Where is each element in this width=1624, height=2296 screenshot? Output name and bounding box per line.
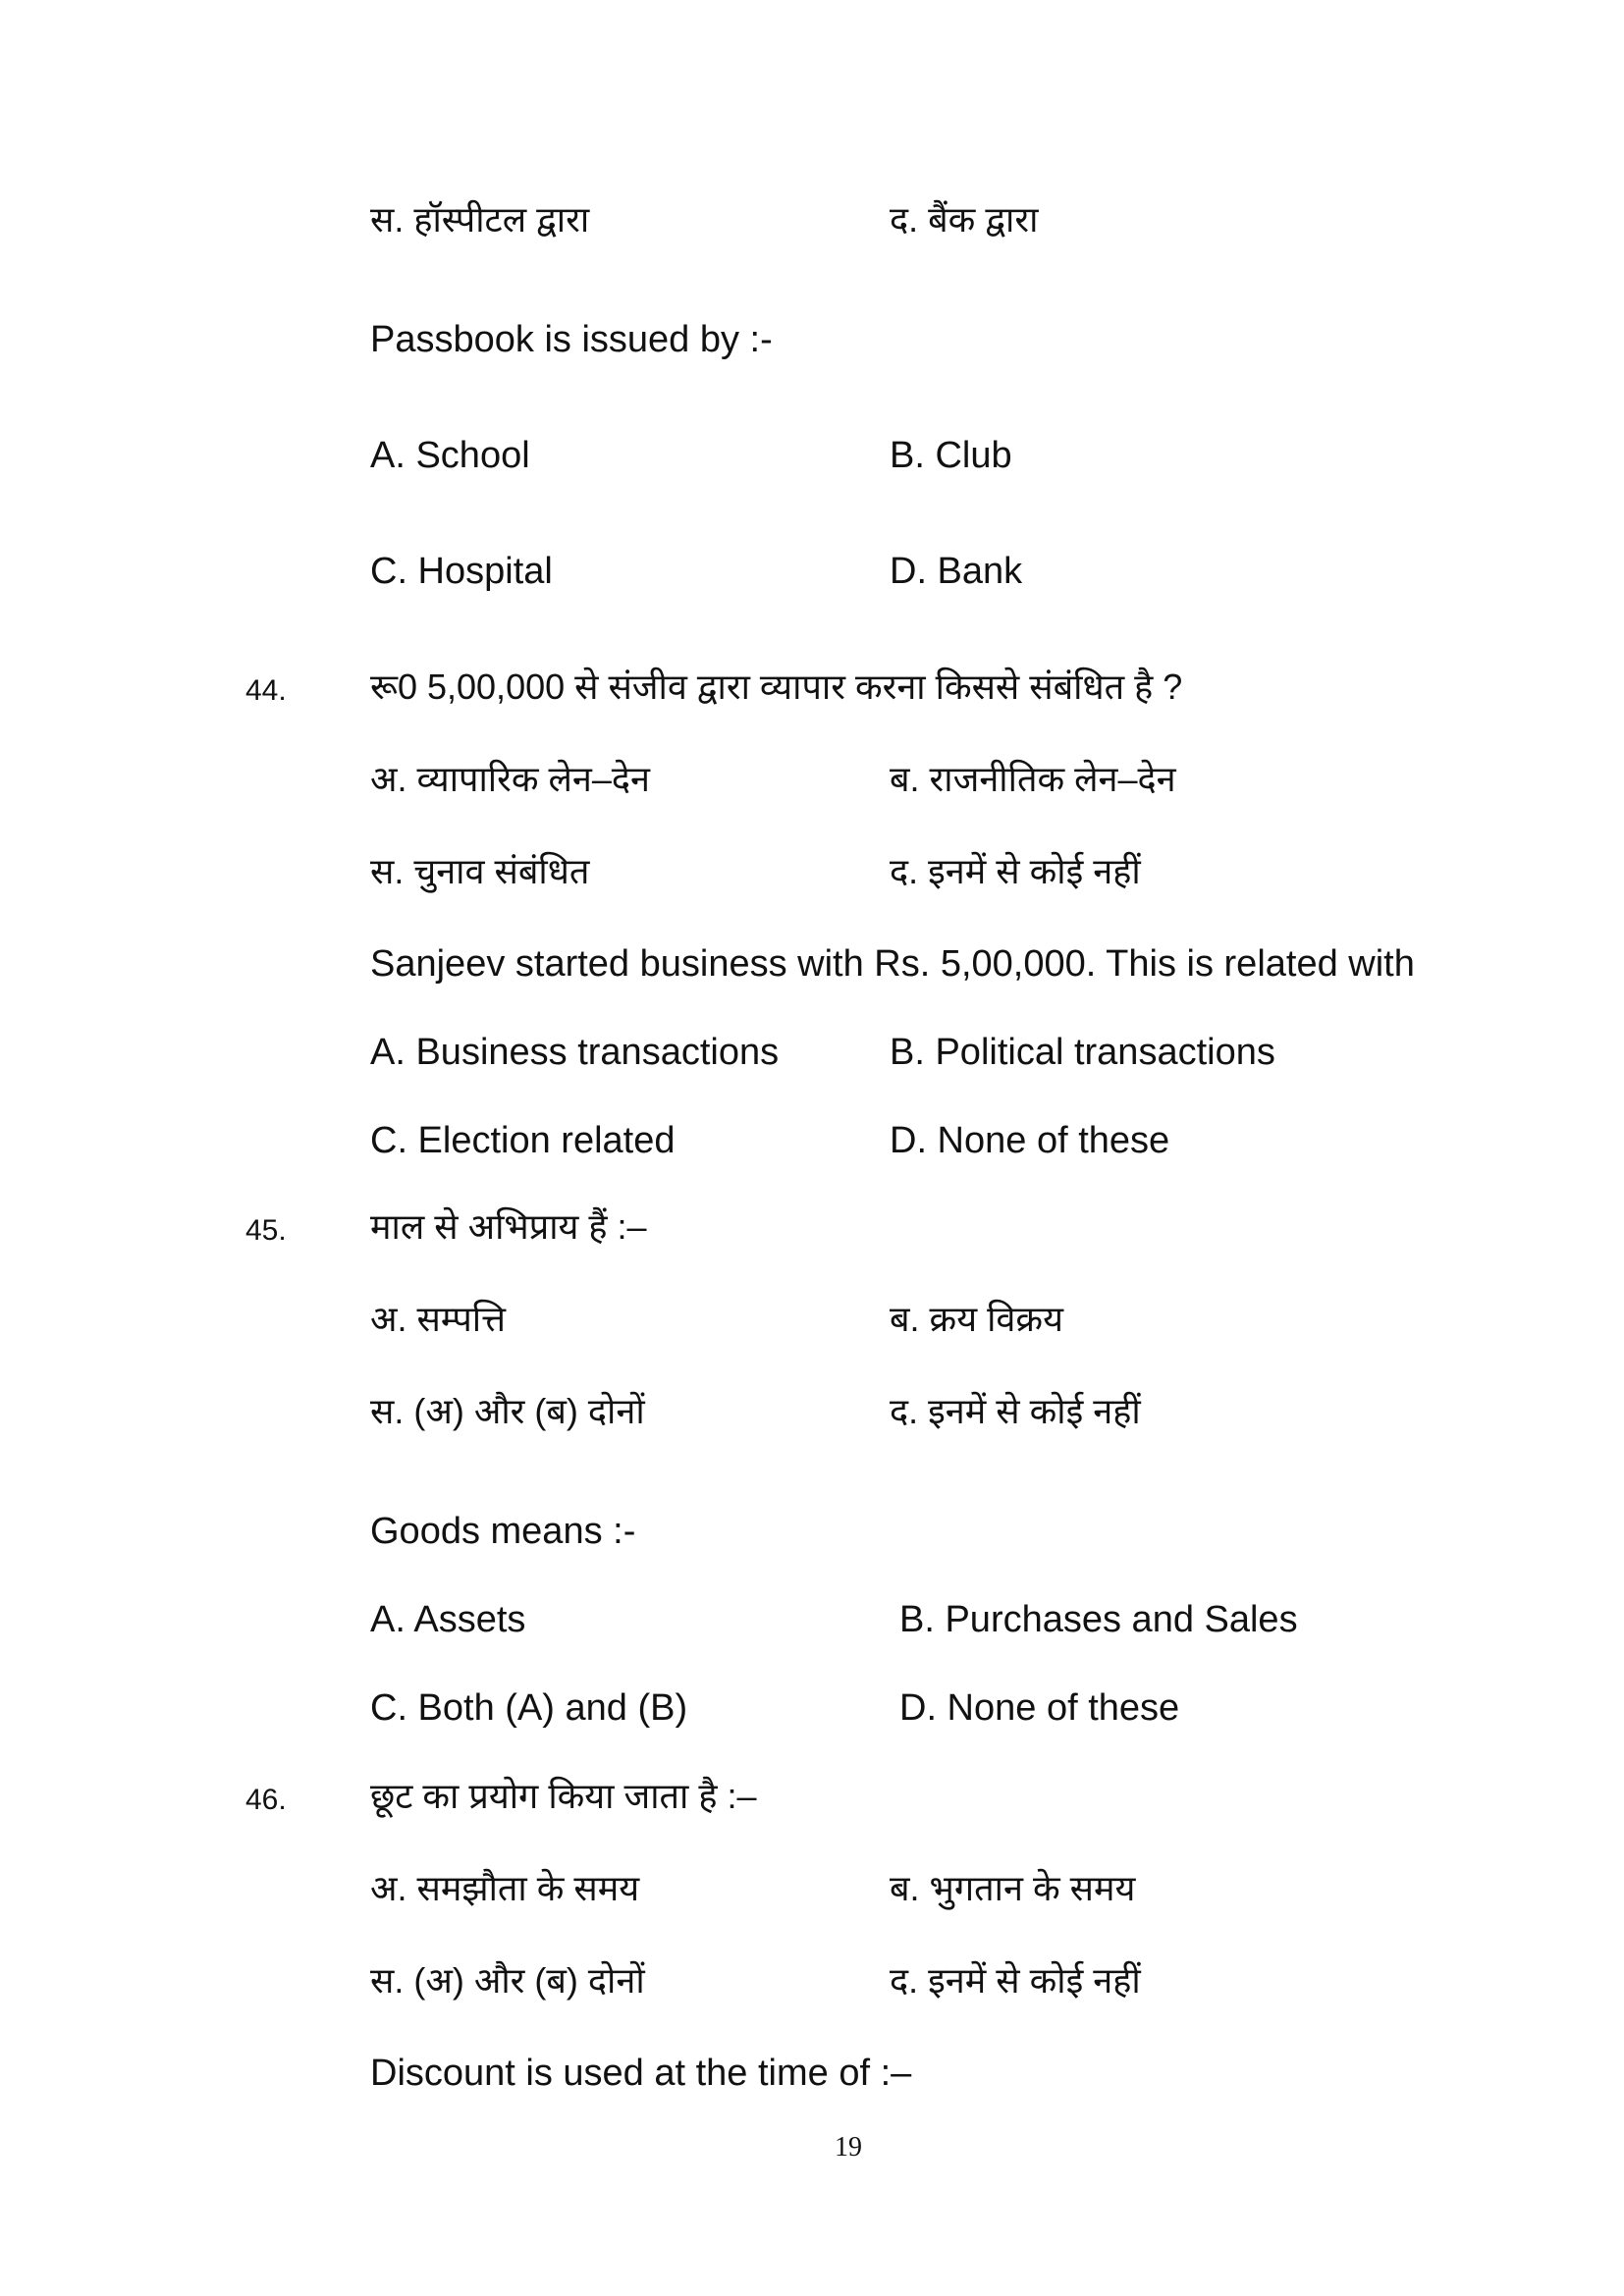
option-english-d: D. None of these — [899, 1687, 1180, 1729]
option-english-b: B. Club — [890, 435, 1012, 476]
option-hindi-c: स. (अ) और (ब) दोनों — [370, 1391, 645, 1431]
page-number: 19 — [835, 2132, 862, 2163]
question-english: Discount is used at the time of :– — [370, 2053, 912, 2094]
option-english-a: A. Assets — [370, 1599, 526, 1640]
option-hindi-a: अ. सम्पत्ति — [370, 1299, 506, 1339]
question-number: 44. — [245, 674, 287, 707]
option-hindi-d: द. बैंक द्वारा — [890, 199, 1039, 240]
option-english-b: B. Purchases and Sales — [899, 1599, 1298, 1640]
option-english-b: B. Political transactions — [890, 1032, 1275, 1073]
question-hindi: छूट का प्रयोग किया जाता है :– — [370, 1776, 757, 1816]
option-hindi-d: द. इनमें से कोई नहीं — [890, 851, 1141, 891]
option-english-a: A. School — [370, 435, 530, 476]
option-hindi-b: ब. राजनीतिक लेन–देन — [890, 759, 1176, 799]
option-english-c: C. Hospital — [370, 551, 553, 592]
option-hindi-c: स. (अ) और (ब) दोनों — [370, 1960, 645, 2001]
option-english-d: D. Bank — [890, 551, 1023, 592]
option-hindi-d: द. इनमें से कोई नहीं — [890, 1391, 1141, 1431]
question-number: 45. — [245, 1214, 287, 1247]
option-hindi-c: स. चुनाव संबंधित — [370, 851, 590, 891]
option-hindi-c: स. हॉस्पीटल द्वारा — [370, 199, 590, 240]
question-english: Passbook is issued by :- — [370, 319, 773, 360]
question-hindi: रू0 5,00,000 से संजीव द्वारा व्यापार करना किससे संबंधित है ? — [370, 667, 1183, 707]
option-english-c: C. Both (A) and (B) — [370, 1687, 688, 1729]
option-english-d: D. None of these — [890, 1120, 1170, 1161]
option-hindi-a: अ. व्यापारिक लेन–देन — [370, 759, 650, 799]
option-english-a: A. Business transactions — [370, 1032, 780, 1073]
option-english-c: C. Election related — [370, 1120, 676, 1161]
question-number: 46. — [245, 1784, 287, 1816]
option-hindi-b: ब. क्रय विक्रय — [890, 1299, 1063, 1339]
option-hindi-a: अ. समझौता के समय — [370, 1868, 640, 1908]
option-hindi-d: द. इनमें से कोई नहीं — [890, 1960, 1141, 2001]
question-english: Goods means :- — [370, 1511, 636, 1552]
option-hindi-b: ब. भुगतान के समय — [890, 1868, 1136, 1908]
question-hindi: माल से अभिप्राय हैं :– — [370, 1206, 647, 1247]
question-english: Sanjeev started business with Rs. 5,00,000. This is related with — [370, 943, 1415, 985]
